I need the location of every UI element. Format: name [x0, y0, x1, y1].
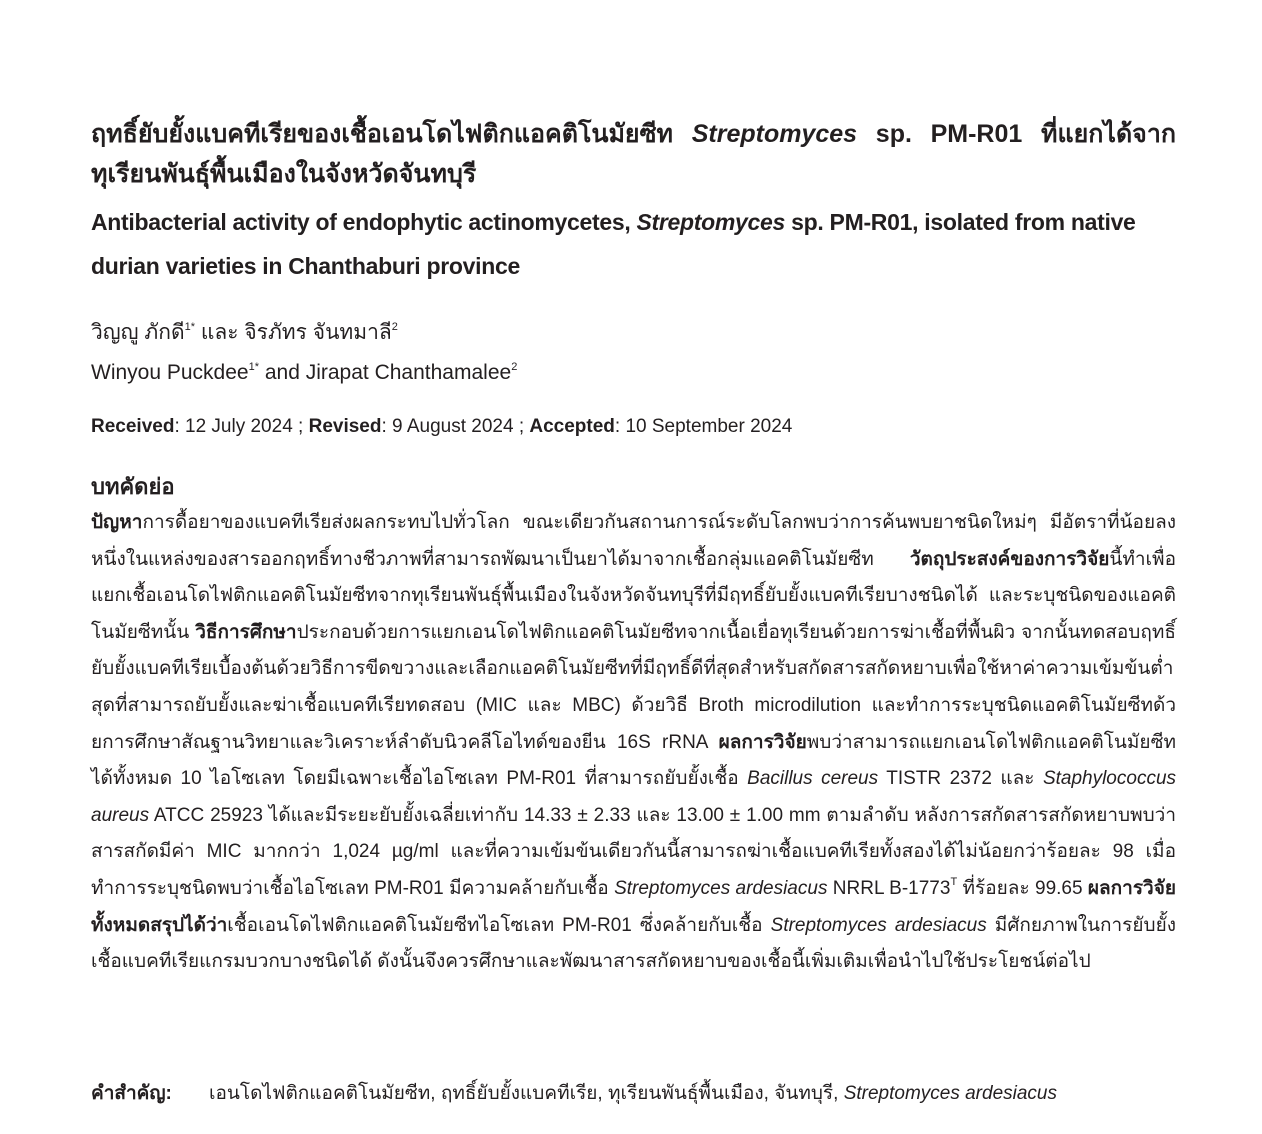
thai-title: ฤทธิ์ยับยั้งแบคทีเรียของเชื้อเอนโดไฟติกแอคติโนมัยซีท Streptomyces sp. PM-R01 ที่แยกได้จากทุเรียนพันธุ์พื้นเมืองในจังหวัดจันทบุรี: [91, 120, 1176, 188]
abstract-heading: บทคัดย่อ: [91, 474, 175, 499]
authors-english: Winyou Puckdee$^{1*}$ and Jirapat Chanthamalee$^2$: [91, 361, 518, 384]
author-1-th: วิญญู ภักดี: [91, 321, 185, 344]
authors-thai: วิญญู ภักดี$^{1*}$ และ จิรภัทร จันทมาลี$^2$: [91, 321, 398, 344]
author-2-th: จิรภัทร จันทมาลี: [244, 321, 392, 344]
author-1-en: Winyou Puckdee: [91, 361, 249, 384]
keywords: คำสำคัญ: เอนโดไฟติกแอคติโนมัยซีท, ฤทธิ์ยับยั้งแบคทีเรีย, ทุเรียนพันธุ์พื้นเมือง, จันทบุรี, Streptomyces ardesiacus: [91, 1079, 1176, 1109]
publication-dates: Received: 12 July 2024 ; Revised: 9 August 2024 ; Accepted: 10 September 2024: [91, 416, 793, 437]
author-2-en: Jirapat Chanthamalee: [305, 361, 512, 384]
english-title: Antibacterial activity of endophytic actinomycetes, Streptomyces sp. PM-R01, isolated from native durian varieties in Chanthaburi province: [91, 209, 1136, 279]
keywords-label: คำสำคัญ:: [91, 1083, 172, 1104]
abstract-body: ปัญหาการดื้อยาของแบคทีเรียส่งผลกระทบไปทั่วโลก ขณะเดียวกันสถานการณ์ระดับโลกพบว่าการค้นพบยาชนิดใหม่ๆ มีอัตราที่น้อยลง หนึ่งในแหล่งของสารออกฤทธิ์ทางชีวภาพที่สามารถพัฒนาเป็นยาได้มาจากเชื้อกลุ่มแอคติโนมัยซีท วัตถุประสงค์ของการวิจัยนี้ทำเพื่อแยกเชื้อเอนโดไฟติกแอคติโนมัยซีทจากทุเรียนพันธุ์พื้นเมืองในจังหวัดจันทบุรีที่มีฤทธิ์ยับยั้งแบคทีเรียบางชนิดได้ และระบุชนิดของแอคติโนมัยซีทนั้น วิธีการศึกษาประกอบด้วยการแยกเอนโดไฟติกแอคติโนมัยซีทจากเนื้อเยื่อทุเรียนด้วยการฆ่าเชื้อที่พื้นผิว จากนั้นทดสอบฤทธิ์ยับยั้งแบคทีเรียเบื้องต้นด้วยวิธีการขีดขวางและเลือกแอคติโนมัยซีทที่มีฤทธิ์ดีที่สุดสำหรับสกัดสารสกัดหยาบเพื่อใช้หาค่าความเข้มข้นต่ำสุดที่สามารถยับยั้งและฆ่าเชื้อแบคทีเรียทดสอบ (MIC และ MBC) ด้วยวิธี Broth microdilution และทำการระบุชนิดแอคติโนมัยซีทด้วยการศึกษาสัณฐานวิทยาและวิเคราะห์ลำดับนิวคลีโอไทด์ของยีน 16S rRNA ผลการวิจัยพบว่าสามารถแยกเอนโดไฟติกแอคติโนมัยซีทได้ทั้งหมด 10 ไอโซเลท โดยมีเฉพาะเชื้อไอโซเลท PM-R01 ที่สามารถยับยั้งเชื้อ Bacillus cereus TISTR 2372 และ Staphylococcus aureus ATCC 25923 ได้และมีระยะยับยั้งเฉลี่ยเท่ากับ 14.33 ± 2.33 และ 13.00 ± 1.00 mm ตามลำดับ หลังการสกัดสารสกัดหยาบพบว่าสารสกัดมีค่า MIC มากกว่า 1,024 µg/ml และที่ความเข้มข้นเดียวกันนี้สามารถฆ่าเชื้อแบคทีเรียทั้งสองได้ไม่น้อยกว่าร้อยละ 98 เมื่อทำการระบุชนิดพบว่าเชื้อไอโซเลท PM-R01 มีความคล้ายกับเชื้อ Streptomyces ardesiacus NRRL $B-1773^T$ ที่ร้อยละ 99.65 ผลการวิจัยทั้งหมดสรุปได้ว่าเชื้อเอนโดไฟติกแอคติโนมัยซีทไอโซเลท PM-R01 ซึ่งคล้ายกับเชื้อ Streptomyces ardesiacus มีศักยภาพในการยับยั้งเชื้อแบคทีเรียแกรมบวกบางชนิดได้ ดังนั้นจึงควรศึกษาและพัฒนาสารสกัดหยาบของเชื้อนี้เพิ่มเติมเพื่อนำไปใช้ประโยชน์ต่อไป: [91, 512, 1177, 973]
